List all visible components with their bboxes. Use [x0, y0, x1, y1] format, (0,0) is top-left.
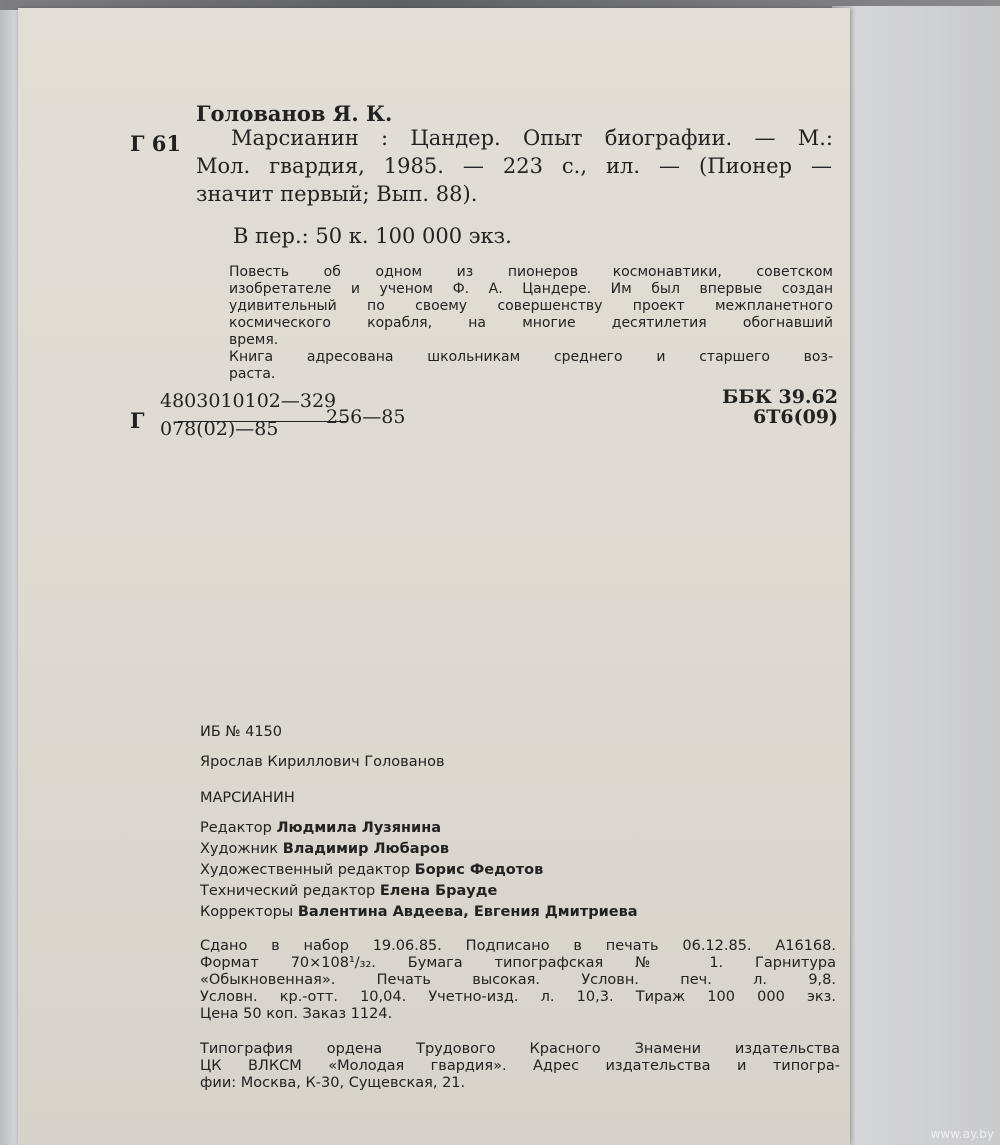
credit-editor [200, 820, 441, 836]
audience-line-1: Книга адресована школьникам среднего и старшего воз- [229, 349, 833, 365]
author-heading: Голованов Я. К. [196, 101, 393, 126]
credit-tech-editor [200, 883, 497, 899]
credit-art-editor [200, 862, 543, 878]
biblio-line-1: Марсианин : Цандер. Опыт биографии. — М.: [231, 126, 833, 150]
annotation-line-2: изобретателе и ученом Ф. А. Цандере. Им был впервые создан [229, 281, 833, 297]
right-page [832, 6, 1000, 1145]
print-line-4: Условн. кр.-отт. 10,04. Учетно-изд. л. 10,3. Тираж 100 000 экз. [200, 989, 836, 1005]
credit-artist [200, 841, 449, 857]
formula-numerator: 4803010102—329 [160, 390, 337, 412]
index-code: Г 61 [130, 131, 182, 156]
watermark: www.ay.by [930, 1127, 994, 1141]
biblio-line-2: Мол. гвардия, 1985. — 223 с., ил. — (Пионер — [196, 154, 832, 178]
printer-line-3: фии: Москва, К-30, Сущевская, 21. [200, 1075, 466, 1091]
bbk-label: ББК 39.62 [722, 386, 838, 408]
printer-line-1: Типография ордена Трудового Красного Знамени издательства [200, 1041, 840, 1057]
formula-letter: Г [130, 408, 145, 433]
print-line-1: Сдано в набор 19.06.85. Подписано в печать 06.12.85. А16168. [200, 938, 836, 954]
annotation-line-4: космического корабля, на многие десятилетия обогнавший [229, 315, 833, 331]
audience-line-2: раста. [229, 366, 276, 382]
credit-proofreaders [200, 904, 638, 920]
credit-role: Редактор [200, 820, 272, 836]
print-line-5: Цена 50 коп. Заказ 1124. [200, 1006, 393, 1022]
print-line-3: «Обыкновенная». Печать высокая. Условн. печ. л. 9,8. [200, 972, 836, 988]
credit-role: Художник [200, 841, 279, 857]
biblio-line-3: значит первый; Вып. 88). [196, 182, 478, 206]
annotation-line-3: удивительный по своему совершенству проект межпланетного [229, 298, 833, 314]
formula-denominator: 078(02)—85 [160, 418, 279, 440]
credit-name: Владимир Любаров [282, 841, 450, 857]
price-line: В пер.: 50 к. 100 000 экз. [233, 224, 512, 248]
book-page [18, 8, 850, 1145]
credit-role: Корректоры [200, 904, 294, 920]
credit-name: Людмила Лузянина [276, 820, 441, 836]
credit-role: Художественный редактор [200, 862, 411, 878]
annotation-line-1: Повесть об одном из пионеров космонавтики, советском [229, 264, 833, 280]
printer-line-2: ЦК ВЛКСМ «Молодая гвардия». Адрес издательства и типогра- [200, 1058, 840, 1074]
left-page-edge [0, 10, 20, 1145]
ib-number: ИБ № 4150 [200, 724, 282, 740]
author-full-name: Ярослав Кириллович Голованов [200, 754, 445, 770]
book-title: МАРСИАНИН [200, 790, 295, 806]
credit-name: Елена Брауде [379, 883, 498, 899]
bbk-code: 6Т6(09) [753, 406, 838, 428]
annotation-line-5: время. [229, 332, 279, 348]
credit-name: Борис Федотов [414, 862, 544, 878]
credit-name: Валентина Авдеева, Евгения Дмитриева [297, 904, 638, 920]
credit-role: Технический редактор [200, 883, 376, 899]
print-line-2: Формат 70×108¹/₃₂. Бумага типографская № 1. Гарнитура [200, 955, 836, 971]
formula-suffix: 256—85 [326, 406, 406, 428]
